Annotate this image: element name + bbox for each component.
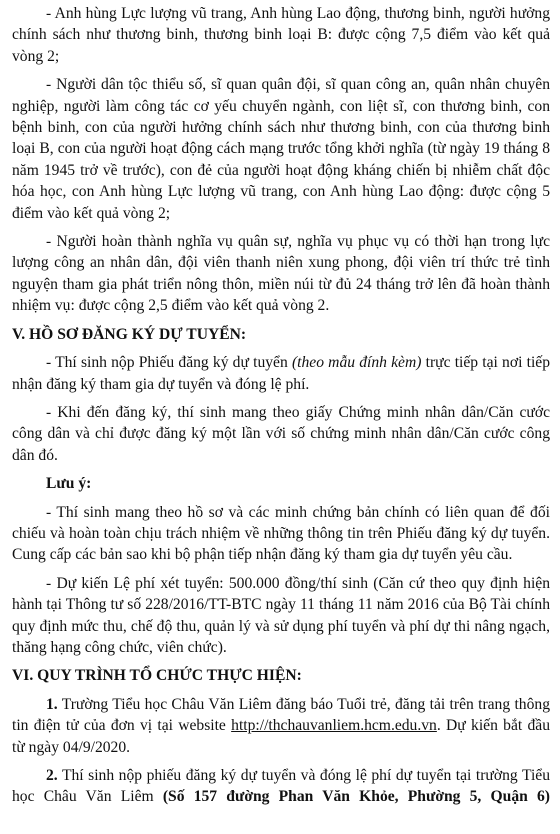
procedure-item-1-text-end: . Dự kiến bắt đầu từ ngày 04/9/2020. — [12, 717, 550, 756]
bonus-paragraph-military-service: - Người hoàn thành nghĩa vụ quân sự, nghĩa vụ phục vụ có thời hạn trong lực lượng công an nhân dân, đội viên thanh niên xung phong, đội viên trí thức trẻ tình nguyện tham gia phát triển nông thôn, miền núi từ đủ 24 tháng trở lên đã hoàn thành nhiệm vụ: được cộng 2,5 điểm vào kết quả vòng 2. — [12, 233, 550, 315]
registration-paragraph-submit — [12, 352, 550, 395]
note-label: Lưu ý: — [46, 475, 92, 493]
registration-text: - Thí sinh nộp Phiếu đăng ký dự tuyển — [46, 354, 292, 372]
school-address: (Số 157 đường Phan Văn Khỏe, Phường 5, Quận 6) — [162, 788, 550, 806]
form-attachment-note: (theo mẫu đính kèm) — [291, 354, 422, 372]
note-paragraph-fee: - Dự kiến Lệ phí xét tuyển: 500.000 đồng/thí sinh (Căn cứ theo quy định hiện hành tại Thông tư số 228/2016/TT-BTC ngày 11 tháng 11 năm 2016 của Bộ Tài chính quy định mức thu, chế độ thu, quản lý và sử dụng phí tuyển và phí dự thi nâng ngạch, thăng hạng công chức, viên chức). — [12, 574, 550, 656]
section-heading-registration-documents: V. HỒ SƠ ĐĂNG KÝ DỰ TUYỂN: — [12, 325, 247, 343]
school-website-link[interactable]: http://thchauvanliem.hcm.edu.vn — [231, 717, 437, 735]
bonus-paragraph-heroes: - Anh hùng Lực lượng vũ trang, Anh hùng Lao động, thương binh, người hưởng chính sách như thương binh, thương binh loại B: được cộng 7,5 điểm vào kết quả vòng 2; — [12, 5, 550, 65]
procedure-item-1-text: Trường Tiểu học Châu Văn Liêm đăng báo Tuổi trẻ, đăng tải trên trang thông tin điện tử của đơn vị tại website — [12, 695, 550, 735]
procedure-item-1-number: 1. — [46, 695, 58, 713]
procedure-item-2-text: Thí sinh nộp phiếu đăng ký dự tuyển và đóng lệ phí dự tuyển tại trường Tiểu học Châu Văn Liêm — [12, 767, 550, 806]
registration-paragraph-id-card: - Khi đến đăng ký, thí sinh mang theo giấy Chứng minh nhân dân/Căn cước công dân và chỉ được đăng ký một lần với số chứng minh nhân dân/Căn cước công dân đó. — [12, 403, 550, 464]
note-paragraph-originals: - Thí sinh mang theo hồ sơ và các minh chứng bản chính có liên quan để đối chiếu và hoàn toàn chịu trách nhiệm về những thông tin trên Phiếu đăng ký dự tuyển. Cung cấp các bản sao khi bộ phận tiếp nhận đăng ký tham gia dự tuyển yêu cầu. — [12, 503, 550, 564]
section-heading-procedure: VI. QUY TRÌNH TỔ CHỨC THỰC HIỆN: — [12, 667, 302, 685]
bonus-paragraph-ethnic-minority: - Người dân tộc thiểu số, sĩ quan quân đội, sĩ quan công an, quân nhân chuyên nghiệp, người làm công tác cơ yếu chuyển ngành, con liệt sĩ, con thương binh, con bệnh binh, con của người hưởng chính sách như thương binh, con của thương binh loại B, con của người hoạt động cách mạng trước tổng khởi nghĩa (từ ngày 19 tháng 8 năm 1945 trở về trước), con đẻ của người hoạt động kháng chiến bị nhiễm chất độc hóa học, con Anh hùng Lực lượng vũ trang, con Anh hùng Lao động: được cộng 5 điểm vào kết quả vòng 2; — [12, 76, 550, 222]
procedure-item-2-number: 2. — [46, 767, 58, 784]
procedure-item-2 — [12, 765, 550, 808]
registration-text-continued: trực tiếp tại nơi tiếp nhận đăng ký tham gia dự tuyển và đóng lệ phí. — [12, 354, 550, 393]
procedure-item-1 — [12, 694, 550, 758]
